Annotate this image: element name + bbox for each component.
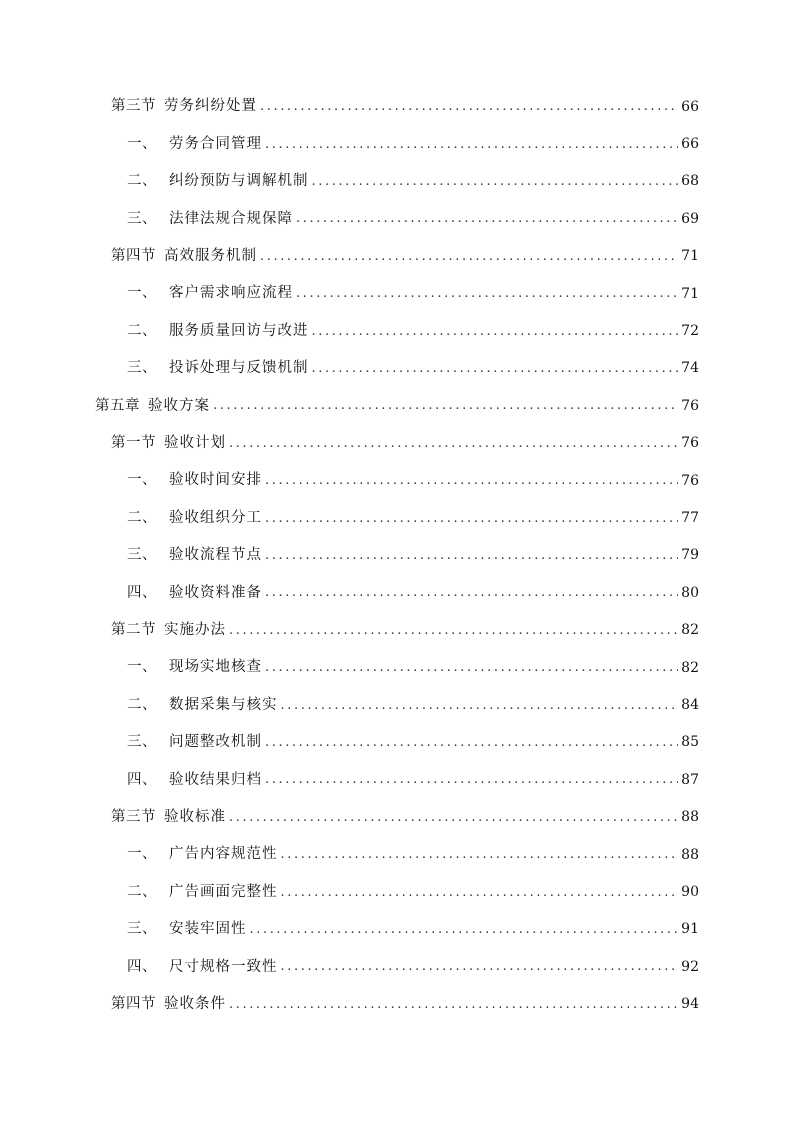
toc-number: 二、 xyxy=(127,509,157,526)
toc-title: 问题整改机制 xyxy=(169,734,262,751)
toc-number: 三、 xyxy=(127,210,157,227)
toc-number: 四、 xyxy=(127,958,157,975)
toc-dot-leader xyxy=(260,100,678,113)
toc-dot-leader xyxy=(281,848,679,861)
toc-number: 二、 xyxy=(127,696,157,713)
toc-title: 验收流程节点 xyxy=(169,547,262,564)
toc-dot-leader xyxy=(260,250,678,263)
toc-page-number: 66 xyxy=(681,136,699,153)
toc-number: 第三节 xyxy=(111,98,156,115)
toc-dot-leader xyxy=(265,474,678,487)
toc-page-number: 68 xyxy=(681,173,699,190)
toc-page-number: 87 xyxy=(681,771,699,788)
toc-dot-leader xyxy=(229,811,678,824)
toc-title: 服务质量回访与改进 xyxy=(169,322,309,339)
toc-page-number: 88 xyxy=(681,846,699,863)
toc-entry[interactable] xyxy=(127,163,699,200)
toc-title: 劳务纠纷处置 xyxy=(164,98,257,115)
toc-number: 第三节 xyxy=(111,809,156,826)
toc-dot-leader xyxy=(312,325,679,338)
toc-entry[interactable] xyxy=(127,948,699,985)
toc-entry[interactable] xyxy=(127,462,699,499)
toc-page-number: 72 xyxy=(681,323,699,340)
toc-page-number: 71 xyxy=(681,248,699,265)
toc-page-number: 91 xyxy=(681,921,699,938)
toc-number: 二、 xyxy=(127,173,157,190)
toc-dot-leader xyxy=(229,624,678,637)
toc-title: 投诉处理与反馈机制 xyxy=(169,360,309,377)
toc-entry[interactable] xyxy=(111,88,699,125)
toc-title: 纠纷预防与调解机制 xyxy=(169,173,309,190)
toc-entry[interactable] xyxy=(127,350,699,387)
toc-dot-leader xyxy=(265,773,678,786)
toc-dot-leader xyxy=(281,699,679,712)
toc-title: 尺寸规格一致性 xyxy=(169,958,278,975)
toc-title: 验收资料准备 xyxy=(169,584,262,601)
toc-dot-leader xyxy=(296,212,678,225)
toc-page-number: 76 xyxy=(681,472,699,489)
toc-page-number: 90 xyxy=(681,884,699,901)
toc-page-number: 84 xyxy=(681,697,699,714)
toc-entry[interactable] xyxy=(111,986,699,1023)
toc-title: 数据采集与核实 xyxy=(169,696,278,713)
toc-dot-leader xyxy=(281,960,679,973)
toc-entry[interactable] xyxy=(127,649,699,686)
toc-dot-leader xyxy=(229,998,678,1011)
toc-entry[interactable] xyxy=(127,686,699,723)
toc-entry[interactable] xyxy=(111,238,699,275)
toc-title: 客户需求响应流程 xyxy=(169,285,293,302)
toc-entry[interactable] xyxy=(127,125,699,162)
toc-page-number: 76 xyxy=(681,397,699,414)
toc-entry[interactable] xyxy=(127,761,699,798)
toc-page-number: 66 xyxy=(681,98,699,115)
toc-title: 实施办法 xyxy=(164,622,226,639)
toc-title: 广告内容规范性 xyxy=(169,846,278,863)
toc-page-number: 80 xyxy=(681,584,699,601)
toc-dot-leader xyxy=(312,175,679,188)
toc-dot-leader xyxy=(265,586,678,599)
toc-dot-leader xyxy=(296,287,678,300)
toc-dot-leader xyxy=(265,138,678,151)
toc-page-number: 74 xyxy=(681,360,699,377)
toc-title: 验收组织分工 xyxy=(169,509,262,526)
toc-number: 二、 xyxy=(127,322,157,339)
toc-title: 广告画面完整性 xyxy=(169,883,278,900)
toc-entry[interactable] xyxy=(127,537,699,574)
toc-entry[interactable] xyxy=(127,275,699,312)
toc-title: 安装牢固性 xyxy=(169,921,247,938)
toc-entry[interactable] xyxy=(127,499,699,536)
toc-page-number: 79 xyxy=(681,547,699,564)
toc-title: 验收时间安排 xyxy=(169,472,262,489)
toc-entry[interactable] xyxy=(127,312,699,349)
toc-entry[interactable] xyxy=(111,799,699,836)
toc-page-number: 77 xyxy=(681,510,699,527)
toc-entry[interactable] xyxy=(127,574,699,611)
toc-entry[interactable] xyxy=(127,724,699,761)
toc-number: 二、 xyxy=(127,883,157,900)
toc-title: 验收方案 xyxy=(148,397,210,414)
toc-entry[interactable] xyxy=(95,387,699,424)
toc-entry[interactable] xyxy=(127,200,699,237)
toc-dot-leader xyxy=(312,362,679,375)
toc-entry[interactable] xyxy=(111,612,699,649)
toc-entry[interactable] xyxy=(127,911,699,948)
toc-number: 第五章 xyxy=(95,397,140,414)
toc-dot-leader xyxy=(265,549,678,562)
toc-number: 第四节 xyxy=(111,996,156,1013)
toc-number: 第二节 xyxy=(111,622,156,639)
toc-number: 三、 xyxy=(127,547,157,564)
toc-title: 法律法规合规保障 xyxy=(169,210,293,227)
toc-page-number: 94 xyxy=(681,996,699,1013)
toc-number: 第一节 xyxy=(111,435,156,452)
toc-title: 劳务合同管理 xyxy=(169,135,262,152)
toc-number: 一、 xyxy=(127,472,157,489)
toc-number: 四、 xyxy=(127,771,157,788)
toc-number: 一、 xyxy=(127,285,157,302)
toc-entry[interactable] xyxy=(111,425,699,462)
toc-number: 一、 xyxy=(127,846,157,863)
toc-title: 现场实地核查 xyxy=(169,659,262,676)
toc-dot-leader xyxy=(265,512,678,525)
toc-number: 一、 xyxy=(127,659,157,676)
toc-number: 三、 xyxy=(127,921,157,938)
toc-entry[interactable] xyxy=(127,836,699,873)
toc-title: 高效服务机制 xyxy=(164,248,257,265)
toc-number: 第四节 xyxy=(111,248,156,265)
toc-page-number: 88 xyxy=(681,809,699,826)
toc-number: 三、 xyxy=(127,360,157,377)
toc-title: 验收条件 xyxy=(164,996,226,1013)
toc-page-number: 82 xyxy=(681,622,699,639)
toc-page-number: 92 xyxy=(681,958,699,975)
toc-page-number: 69 xyxy=(681,210,699,227)
toc-dot-leader xyxy=(281,886,679,899)
toc-dot-leader xyxy=(265,661,678,674)
toc-page-number: 85 xyxy=(681,734,699,751)
toc-dot-leader xyxy=(229,437,678,450)
toc-title: 验收标准 xyxy=(164,809,226,826)
toc-page-number: 82 xyxy=(681,659,699,676)
toc-dot-leader xyxy=(265,736,678,749)
toc-title: 验收结果归档 xyxy=(169,771,262,788)
toc-page-number: 71 xyxy=(681,285,699,302)
toc-dot-leader xyxy=(213,399,678,412)
toc-entry[interactable] xyxy=(127,873,699,910)
toc-title: 验收计划 xyxy=(164,435,226,452)
toc-number: 三、 xyxy=(127,734,157,751)
toc-number: 四、 xyxy=(127,584,157,601)
toc-page-number: 76 xyxy=(681,435,699,452)
toc-number: 一、 xyxy=(127,135,157,152)
toc-dot-leader xyxy=(250,923,679,936)
